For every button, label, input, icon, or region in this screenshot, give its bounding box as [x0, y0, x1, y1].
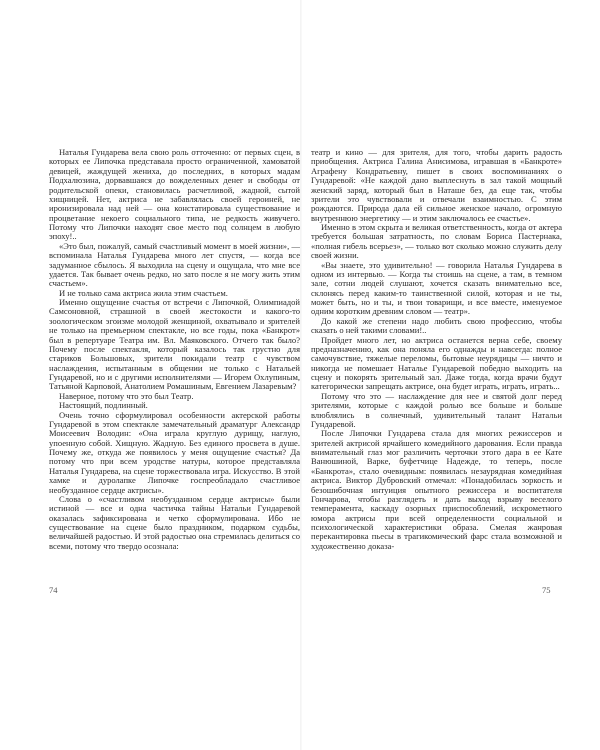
paragraph: Настоящий, подлинный.	[59, 400, 148, 411]
page-number-right: 75	[542, 585, 551, 595]
paragraph: И не только сама актриса жила этим счастьем.	[59, 287, 228, 298]
book-gutter	[300, 0, 302, 750]
right-page-text	[311, 148, 562, 580]
paragraph: «Вы знаете, это удивительно! — говорила Наталья Гундарева в одном из интервью. — Когда ты стоишь на сцене, а там, в темном зале, сотни людей слушают, хочется сказать внимательно все, склонясь перед каким-то таинственной силой, которая и не ты, может быть, но и ты, и твои товарищи, и все вместе, именуемое одним коротким древним словом — театр».	[311, 259, 562, 317]
page-number-left: 74	[49, 585, 58, 595]
paragraph: До какой же степени надо любить свою профессию, чтобы сказать о ней такими словами!..	[311, 315, 562, 336]
paragraph: Слова о «счастливом необузданном сердце актрисы» были истиной — все и одна частичка тайны Натальи Гундаревой оказалась зафиксирована и четко сформулирована. Ибо не существование на сцене было праздником, подарком судьбы, величайшей радостью. И этой радостью она стремилась делиться со всеми, потому что твердо осознала:	[49, 493, 300, 551]
paragraph: Именно в этом скрыта и великая ответственность, когда от актера требуется большая затратность, по словам Бориса Пастернака, «полная гибель всерьез», — только вот сколько можно служить делу своей жизни.	[311, 222, 562, 261]
paragraph: «Это был, пожалуй, самый счастливый момент в моей жизни», — вспоминала Наталья Гундарева много лет спустя, — когда все задуманное сбылось. Я выходила на сцену и ощущала, что мне все удается. Так бывает очень редко, но зато после я не могу жить этим счастьем».	[49, 240, 300, 289]
left-page-text	[49, 148, 300, 580]
paragraph: Наверное, потому что это был Театр.	[59, 390, 194, 401]
paragraph: После Липочки Гундарева стала для многих режиссеров и зрителей актрисой ярчайшего комедийного дарования. Если правда внимательный глаз мог различить черточки этого дара в ее Кате Ванюшиной, Варке, буфетчице Надежде, то теперь, после «Банкрота», стало очевидным: появилась незаурядная комедийная актриса. Виктор Дубровский отмечал: «Понадобилась зоркость и безошибочная интуиция опытного режиссера и воспитателя Гончарова, чтобы разглядеть и дать выход взрыву веселого темперамента, каскаду озорных приспособлений, искрометного юмора актрисы при всей определенности социальной и психологической характеристики образа. Смелая жанровая перекантировка пьесы в трагикомический фарс стала возможной и художественно доказа-	[311, 428, 562, 551]
paragraph: театр и кино — для зрителя, для того, чтобы дарить радость приобщения. Актриса Галина Анисимова, игравшая в «Банкроте» Аграфену Кондратьевну, пишет в своих воспоминаниях о Гундаревой: «Не каждой дано выплеснуть в зал такой мощный женский заряд, который был в Наташе без, да еще так, чтобы зрители это чувствовали и отвечали взаимностью. С этим рождаются. Природа дала ей сильное женское начало, огромную внутреннюю энергетику — и этим заключалось ее счастье».	[311, 148, 562, 223]
paragraph: Очень точно сформулировал особенности актерской работы Гундаревой в этом спектакле замечательный драматург Александр Моисеевич Володин: «Она играла круглую дурищу, наглую, упоенную собой. Хищную. Жадную. Без единого просвета в душе. Почему же, откуда же появилось у меня ощущение счастья? Да потому что при всем уродстве натуры, которое представляла Наталья Гундарева, на сцене торжествовала игра. Искусство. В этой хамке и дуролапке Липочке госпреобладало счастливое необузданное сердце актрисы».	[49, 409, 300, 495]
paragraph: Пройдет много лет, но актриса останется верна себе, своему предназначению, как она поняла его однажды и навсегда: полное самочувствие, тяжелые переломы, бытовые неурядицы — ничто и никогда не помешает Наталье Гундаревой победно выходить на сцену и покорять зрительный зал. Даже тогда, когда врачи будут категорически запрещать актрисе, она будет играть, играть, играть...	[311, 334, 562, 392]
paragraph: Именно ощущение счастья от встречи с Липочкой, Олимпиадой Самсоновной, страшной в своей жестокости и какого-то зоологическом эгоизме молодой женщиной, охватывало и зрителей не только на премьерном спектакле, но все годы, пока «Банкрот» был в репертуаре Театра им. Вл. Маяковского. Отчего так было? Почему после спектакля, который казалось так грустно для стариков Большовых, зрители покидали театр с чувством наслаждения, испытанным в общении не только с Натальей Гундаревой, но и с другими исполнителями — Игорем Охлупиным, Татьяной Карповой, Анатолием Ромашиным, Евгением Лазаревым?	[49, 297, 300, 392]
paragraph: Наталья Гундарева вела свою роль отточенно: от первых сцен, в которых ее Липочка представала просто ограниченной, хамоватой девицей, жаждущей жениха, до последних, в которых мадам Подхалюзина, дорвавшаяся до вожделенных денег и свободы от родительской опеки, становилась расчетливой, жадной, сытой хищницей. Нет, актриса не забавлялась своей героиней, не иронизировала над ней — она констатировала существование и процветание некоего социального типа, не редкость живучего. Потому что Липочки находят свое место под солнцем в любую эпоху!..	[49, 148, 300, 242]
paragraph: Потому что это — наслаждение для нее и святой долг перед зрителями, которые с каждой ролью все больше и больше влюблялись в солнечный, удивительный талант Натальи Гундаревой.	[311, 390, 562, 429]
